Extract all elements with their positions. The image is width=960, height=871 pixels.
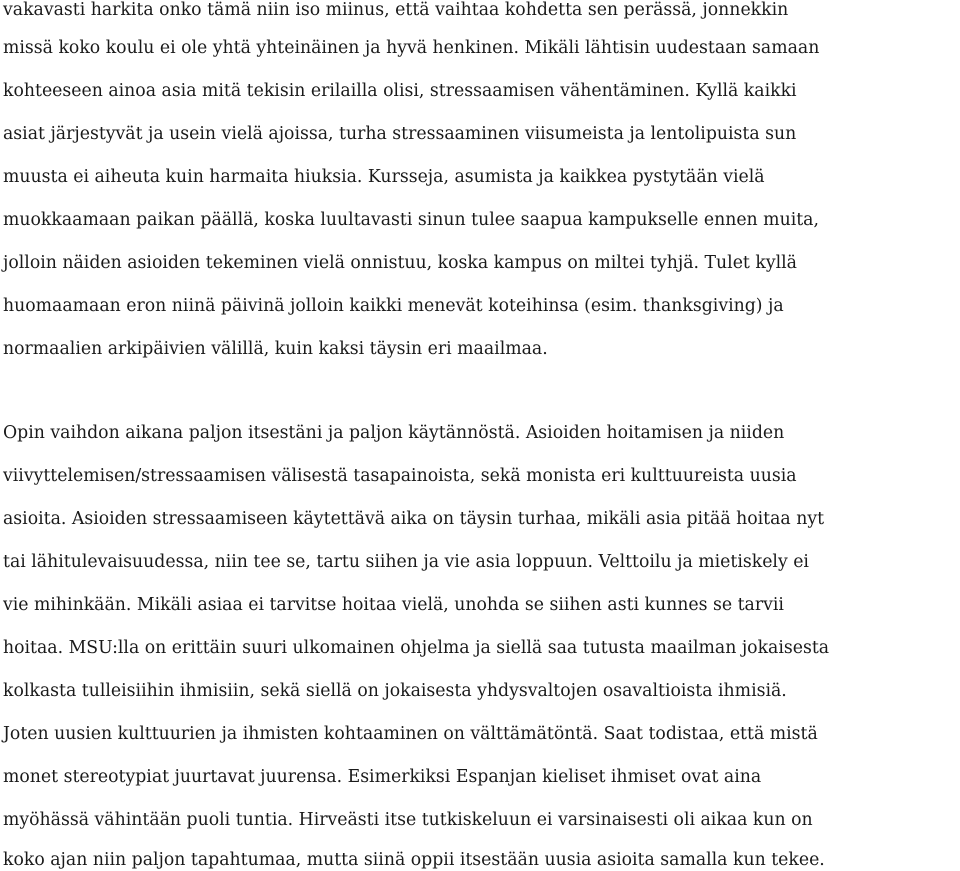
paragraph-line: huomaamaan eron niinä päivinä jolloin kaikki menevät koteihinsa (esim. thanksgiving) ja bbox=[3, 296, 784, 316]
paragraph-line: viivyttelemisen/stressaamisen välisestä tasapainoista, sekä monista eri kulttuureista uusia bbox=[3, 466, 797, 486]
paragraph-line: myöhässä vähintään puoli tuntia. Hirveästi itse tutkiskeluun ei varsinaisesti oli aikaa kun on bbox=[3, 810, 813, 830]
paragraph-line: normaalien arkipäivien välillä, kuin kaksi täysin eri maailmaa. bbox=[3, 339, 548, 359]
paragraph-line: koko ajan niin paljon tapahtumaa, mutta siinä oppii itsestään uusia asioita samalla kun tekee. bbox=[3, 850, 825, 870]
paragraph-line: vakavasti harkita onko tämä niin iso miinus, että vaihtaa kohdetta sen perässä, jonnekkin bbox=[3, 0, 789, 20]
paragraph-line: jolloin näiden asioiden tekeminen vielä onnistuu, koska kampus on miltei tyhjä. Tulet kyllä bbox=[3, 253, 797, 273]
paragraph-line: asiat järjestyvät ja usein vielä ajoissa, turha stressaaminen viisumeista ja lentolipuista sun bbox=[3, 124, 797, 144]
paragraph-line: kolkasta tulleisiihin ihmisiin, sekä siellä on jokaisesta yhdysvaltojen osavaltioista ihmisiä. bbox=[3, 681, 787, 701]
paragraph-line: muokkaamaan paikan päällä, koska luultavasti sinun tulee saapua kampukselle ennen muita, bbox=[3, 210, 819, 230]
paragraph-line: asioita. Asioiden stressaamiseen käytettävä aika on täysin turhaa, mikäli asia pitää hoitaa nyt bbox=[3, 509, 825, 529]
paragraph-line: vie mihinkään. Mikäli asiaa ei tarvitse hoitaa vielä, unohda se siihen asti kunnes se tarvii bbox=[3, 595, 784, 615]
paragraph-line: monet stereotypiat juurtavat juurensa. Esimerkiksi Espanjan kieliset ihmiset ovat aina bbox=[3, 767, 762, 787]
paragraph-line: tai lähitulevaisuudessa, niin tee se, tartu siihen ja vie asia loppuun. Velttoilu ja mietiskely ei bbox=[3, 552, 809, 572]
paragraph-line: Opin vaihdon aikana paljon itsestäni ja paljon käytännöstä. Asioiden hoitamisen ja niiden bbox=[3, 423, 785, 443]
paragraph-line: missä koko koulu ei ole yhtä yhteinäinen ja hyvä henkinen. Mikäli lähtisin uudestaan samaan bbox=[3, 38, 820, 58]
paragraph-line: muusta ei aiheuta kuin harmaita hiuksia. Kursseja, asumista ja kaikkea pystytään vielä bbox=[3, 167, 765, 187]
paragraph-line: hoitaa. MSU:lla on erittäin suuri ulkomainen ohjelma ja siellä saa tutusta maailman jokaisesta bbox=[3, 638, 830, 658]
paragraph-line: kohteeseen ainoa asia mitä tekisin erilailla olisi, stressaamisen vähentäminen. Kyllä kaikki bbox=[3, 81, 797, 101]
paragraph-line: Joten uusien kulttuurien ja ihmisten kohtaaminen on välttämätöntä. Saat todistaa, että mistä bbox=[3, 724, 818, 744]
